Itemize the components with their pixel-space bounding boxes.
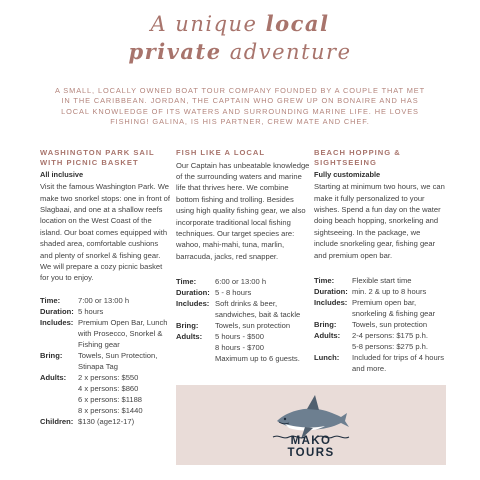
tour-beach-hopping: [314, 148, 446, 374]
detail-value: 7:00 or 13:00 h: [78, 295, 130, 305]
detail-row-time: [314, 275, 446, 286]
detail-row-adults: [314, 330, 446, 352]
logo-panel: [176, 385, 446, 465]
detail-row-includes: [176, 298, 311, 320]
detail-key: Time:: [314, 276, 335, 286]
detail-key: Adults:: [176, 332, 203, 342]
price-line: 8 x persons: $1440: [78, 405, 143, 415]
page-title: [0, 10, 480, 66]
detail-key: Duration:: [314, 287, 348, 297]
detail-value: Towels, sun protection: [352, 320, 428, 330]
brand-name: MAKO TOURS: [287, 435, 335, 459]
detail-value: Included for trips of 4 hours and more.: [352, 353, 445, 374]
detail-row-includes: [40, 317, 170, 350]
detail-key: Lunch:: [314, 353, 340, 363]
tour-fish-like-a-local: [176, 148, 311, 364]
detail-value: 6:00 or 13:00 h: [215, 277, 267, 287]
detail-row-bring: [40, 350, 170, 372]
detail-row-children: [40, 416, 170, 427]
detail-key: Bring:: [176, 321, 199, 331]
intro-text: A SMALL, LOCALLY OWNED BOAT TOUR COMPANY FOUNDED BY A COUPLE THAT MET IN THE CARIBBEAN. JORDAN, THE CAPTAIN WHO GREW UP ON BONAIRE AND HAS LOCAL KNOWLEDGE OF ITS WATERS AND SURROUNDING MARINE LIFE. HE LOVES FISHING! GALINA, IS HIS PARTNER, CREW MATE AND CHEF.: [54, 86, 426, 126]
detail-row-duration: [40, 306, 170, 317]
detail-row-duration: [176, 287, 311, 298]
detail-value: Premium open bar, snorkeling & fishing gear: [352, 298, 436, 319]
detail-value: 5 - 8 hours: [215, 288, 252, 298]
detail-key: Adults:: [40, 372, 67, 382]
price-line: 5-8 persons: $275 p.h.: [352, 342, 428, 352]
tour-description: Our Captain has unbeatable knowledge of the surrounding waters and marine life that thrives here. We combine bottom fishing and trolling. Besides using high quality fishing gear, we also incorporate traditional local fishing techniques. Our target species are: wahoo, mahi-mahi, tuna, marlin, barracuda, jacks, red snapper.: [176, 160, 310, 261]
detail-row-bring: [314, 319, 446, 330]
title-text-d: adventure: [221, 40, 352, 64]
detail-key: Duration:: [176, 288, 210, 298]
price-line: 4 x persons: $860: [78, 383, 139, 393]
detail-row-bring: [176, 320, 311, 331]
detail-value: min. 2 & up to 8 hours: [352, 287, 427, 297]
detail-key: Time:: [40, 295, 61, 305]
tour-washington-park: [40, 148, 170, 427]
detail-value: [352, 330, 446, 352]
price-line: 8 hours - $700: [215, 343, 264, 353]
tour-title: BEACH HOPPING & SIGHTSEEING: [314, 148, 401, 167]
tour-subtitle: Fully customizable: [314, 170, 381, 180]
detail-row-time: [176, 276, 311, 287]
detail-value: $130 (age12-17): [78, 416, 135, 426]
detail-key: Bring:: [40, 350, 63, 360]
title-line-2: [0, 38, 480, 66]
title-line-1: [0, 10, 480, 38]
detail-key: Duration:: [40, 306, 74, 316]
detail-key: Bring:: [314, 320, 337, 330]
detail-row-lunch: [314, 352, 446, 374]
detail-value: [78, 372, 170, 416]
detail-value: Premium Open Bar, Lunch with Prosecco, Snorkel & Fishing gear: [78, 317, 168, 349]
detail-value: [215, 331, 311, 364]
detail-key: Children:: [40, 416, 74, 426]
detail-row-adults: [176, 331, 311, 364]
tour-details: [40, 295, 170, 427]
price-line: 2-4 persons: $175 p.h.: [352, 331, 428, 341]
tour-details: [176, 276, 311, 364]
tour-description: Starting at minimum two hours, we can make it fully personalized to your wishes. Spend a fun day on the water doing beach hopping, snorkeling and sightseeing. In the package, we include snorkeling gear, fishing gear and premium open bar.: [314, 182, 445, 260]
tour-title: WASHINGTON PARK SAIL WITH PICNIC BASKET: [40, 148, 155, 167]
detail-row-adults: [40, 372, 170, 416]
detail-value: Towels, sun protection: [215, 321, 291, 331]
detail-value: 5 hours: [78, 306, 104, 316]
tour-description: Visit the famous Washington Park. We make two snorkel stops: one in front of Slagbaai, and one at a shallow reefs location on the West Coast of the island. Our boat comes equipped with shaded area, comfortable cushions and plenty of snorkel & fishing gear. We will prepare a cozy picnic basket for you to enjoy.: [40, 182, 171, 283]
price-line: 6 x persons: $1188: [78, 394, 143, 404]
detail-row-time: [40, 295, 170, 306]
detail-key: Includes:: [176, 299, 210, 309]
tour-title: FISH LIKE A LOCAL: [176, 148, 265, 157]
title-text-b: local: [265, 11, 330, 36]
title-text-c: private: [128, 39, 222, 64]
detail-value: Soft drinks & beer, sandwiches, bait & tackle: [215, 299, 301, 320]
detail-value: Flexible start time: [352, 276, 412, 286]
detail-row-duration: [314, 286, 446, 297]
detail-row-includes: [314, 297, 446, 319]
detail-key: Includes:: [314, 298, 348, 308]
title-text-a: A unique: [150, 12, 266, 36]
price-line: 2 x persons: $550: [78, 372, 139, 382]
price-line: 5 hours - $500: [215, 332, 264, 342]
brand-logo: [271, 391, 351, 459]
detail-key: Time:: [176, 277, 197, 287]
detail-value: Towels, Sun Protection, Stinapa Tag: [78, 350, 158, 371]
tour-details: [314, 275, 446, 374]
tour-subtitle: All inclusive: [40, 170, 84, 180]
detail-key: Includes:: [40, 317, 74, 327]
price-line: Maximum up to 6 guests.: [215, 354, 300, 364]
detail-key: Adults:: [314, 331, 341, 341]
